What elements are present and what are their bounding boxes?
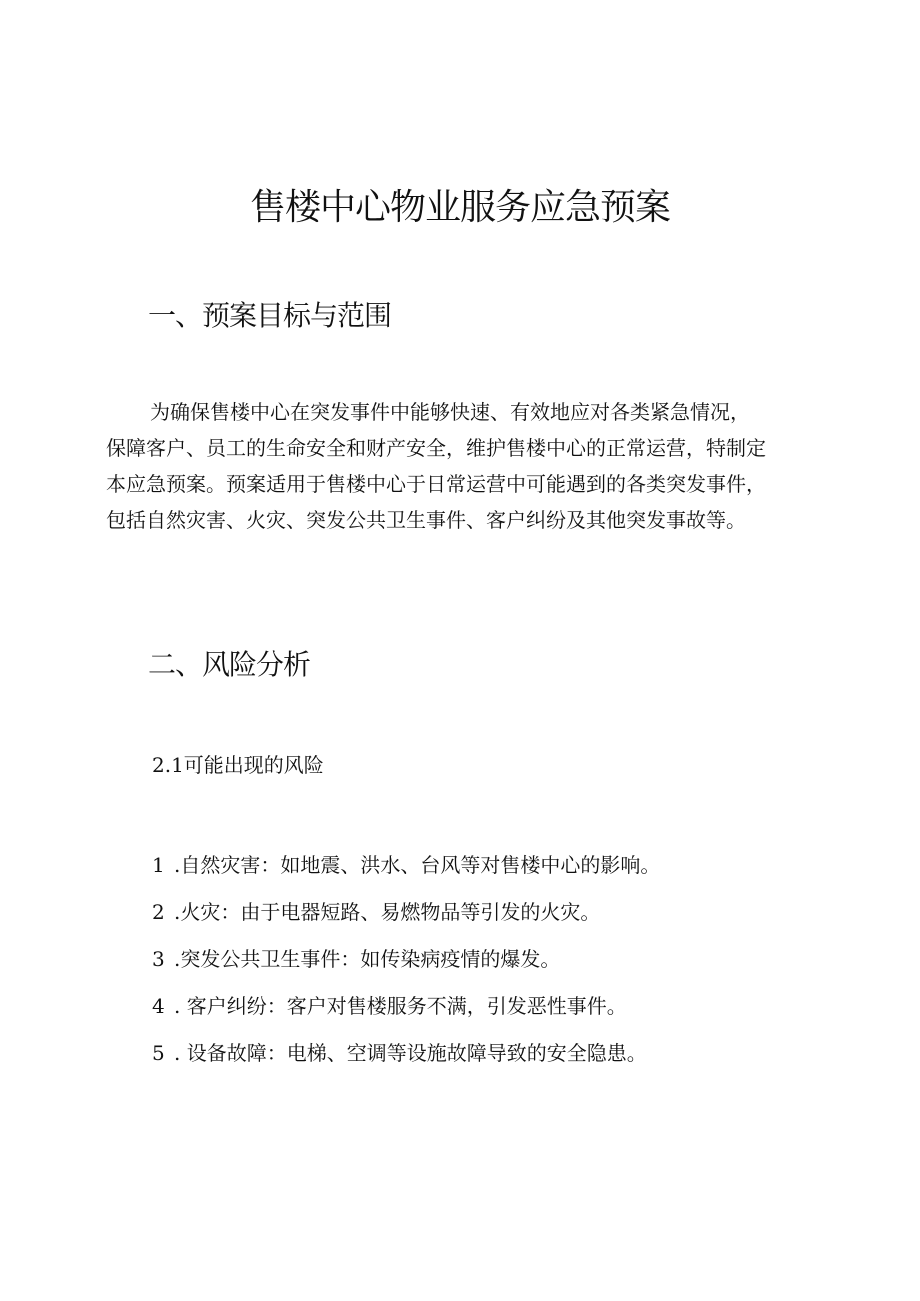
list-item-text: .火灾：由于电器短路、易燃物品等引发的火灾。 <box>174 900 601 924</box>
section-heading-risk-analysis: 二、风险分析 <box>148 648 311 681</box>
list-item-number: 1 <box>152 853 165 877</box>
list-item <box>152 842 660 889</box>
list-item-text: .自然灾害：如地震、洪水、台风等对售楼中心的影响。 <box>174 853 661 877</box>
subsection-heading-possible-risks: 2.1可能出现的风险 <box>152 753 324 777</box>
list-item-text: . 设备故障：电梯、空调等设施故障导致的安全隐患。 <box>174 1041 647 1065</box>
list-item-number: 3 <box>152 947 165 971</box>
section-paragraph-goals-scope <box>106 394 826 538</box>
list-item-text: .突发公共卫生事件：如传染病疫情的爆发。 <box>174 947 561 971</box>
list-item <box>152 983 660 1030</box>
paragraph-line: 本应急预案。预案适用于售楼中心于日常运营中可能遇到的各类突发事件， <box>106 472 766 496</box>
list-item <box>152 936 660 983</box>
list-item-number: 2 <box>152 900 165 924</box>
risk-list <box>152 842 660 1077</box>
list-item-number: 5 <box>152 1041 165 1065</box>
section-heading-goals-scope: 一、预案目标与范围 <box>148 299 392 332</box>
list-item-number: 4 <box>152 994 165 1018</box>
list-item <box>152 1030 660 1077</box>
list-item <box>152 889 660 936</box>
document-title: 售楼中心物业服务应急预案 <box>249 187 670 228</box>
paragraph-line: 为确保售楼中心在突发事件中能够快速、有效地应对各类紧急情况， <box>150 400 750 424</box>
list-item-text: . 客户纠纷：客户对售楼服务不满，引发恶性事件。 <box>174 994 627 1018</box>
paragraph-line: 保障客户、员工的生命安全和财产安全，维护售楼中心的正常运营，特制定 <box>106 436 766 460</box>
paragraph-line: 包括自然灾害、火灾、突发公共卫生事件、客户纠纷及其他突发事故等。 <box>106 508 746 532</box>
